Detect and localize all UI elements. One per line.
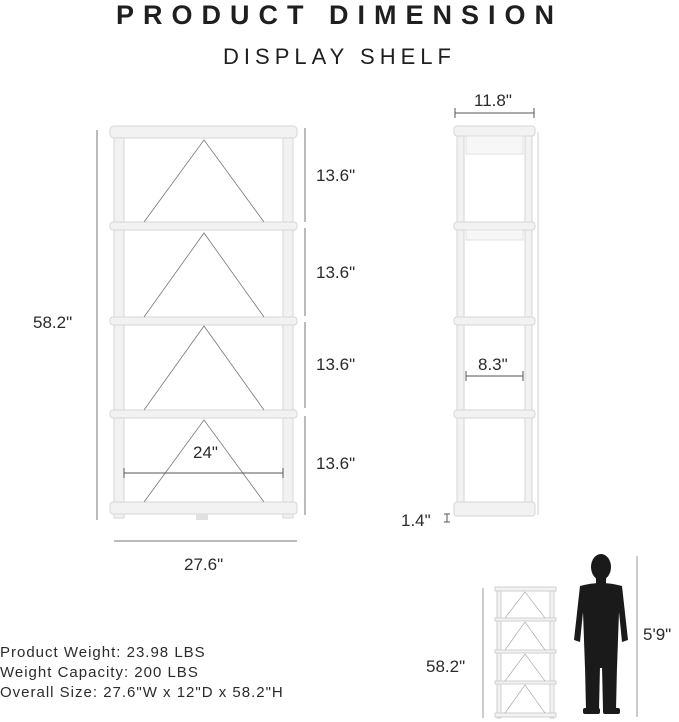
page-title: PRODUCT DIMENSION xyxy=(115,0,563,30)
shelf-spacing-label-1: 13.6" xyxy=(316,166,356,185)
shelf-spacing-label-2: 13.6" xyxy=(316,263,356,282)
comparison-shelf-height-label: 58.2" xyxy=(426,657,466,676)
product-specs xyxy=(0,643,284,703)
shelf-spacing-label-3: 13.6" xyxy=(316,355,356,374)
spec-overall-size: Overall Size: 27.6"W x 12"D x 58.2"H xyxy=(0,684,284,701)
person-silhouette xyxy=(574,554,628,714)
front-view-shelf xyxy=(97,126,305,541)
front-height-label: 58.2" xyxy=(33,313,73,332)
spec-capacity: Weight Capacity: 200 LBS xyxy=(0,664,199,681)
front-width-label: 27.6" xyxy=(184,555,224,574)
side-view-shelf xyxy=(444,108,538,522)
side-foot-height-label: 1.4" xyxy=(401,511,431,530)
page-subtitle: DISPLAY SHELF xyxy=(223,44,456,69)
front-inner-width-label: 24" xyxy=(193,443,218,462)
spec-weight: Product Weight: 23.98 LBS xyxy=(0,644,206,661)
side-depth-label: 11.8" xyxy=(474,91,512,110)
person-height-label: 5'9" xyxy=(643,625,672,644)
shelf-spacing-label-4: 13.6" xyxy=(316,454,356,473)
side-inner-depth-label: 8.3" xyxy=(478,355,508,374)
comparison-shelf xyxy=(483,587,556,718)
